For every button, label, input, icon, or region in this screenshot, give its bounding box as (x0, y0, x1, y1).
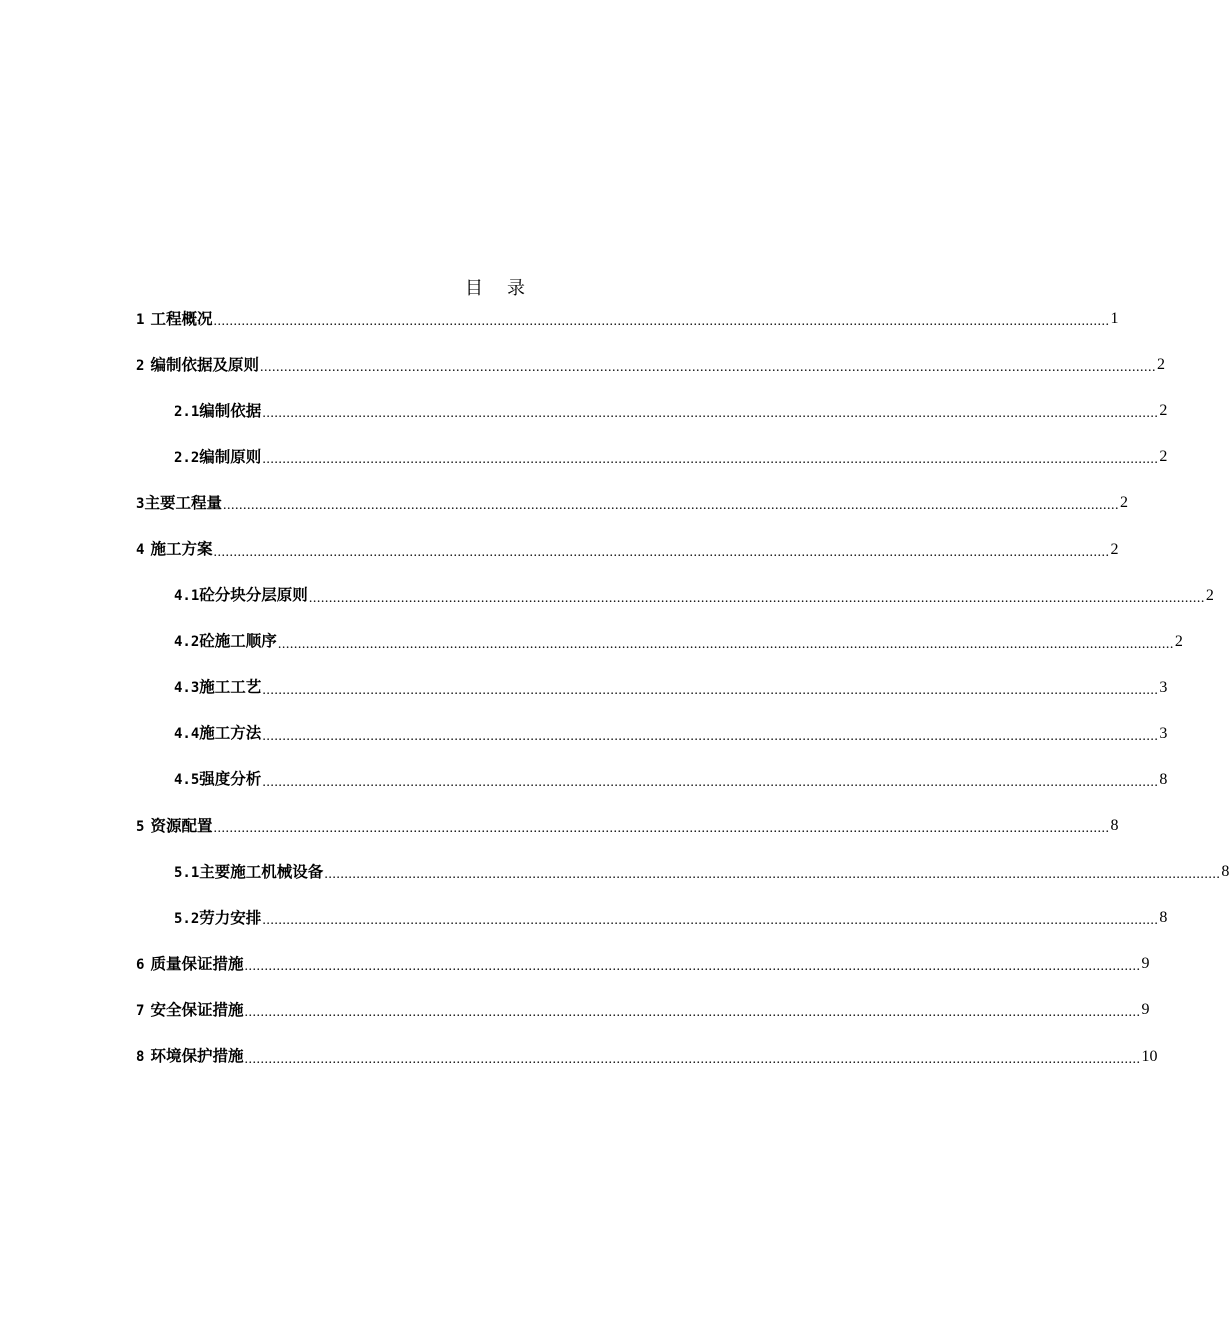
toc-entry-number: 8 (136, 1049, 145, 1066)
toc-entry-label (174, 723, 261, 744)
toc-dot-leader: ................................................................................................................................................................................................................................ (222, 498, 1119, 514)
toc-dot-leader: ................................................................................................................................................................................................................................ (277, 636, 1174, 652)
toc-dot-leader: ................................................................................................................................................................................................................................ (262, 913, 1159, 929)
toc-entry-number: 4.4 (174, 726, 200, 743)
toc-entry-number: 4.5 (174, 772, 200, 789)
toc-entry-label (136, 954, 243, 975)
toc-entry-number: 4.1 (174, 588, 200, 605)
toc-entry[interactable] (136, 849, 1229, 895)
toc-entry-text: 资源配置 (150, 816, 213, 835)
toc-page-number: 3 (1159, 678, 1168, 696)
toc-page-number: 3 (1159, 724, 1168, 742)
toc-page-number: 9 (1141, 1001, 1150, 1019)
toc-entry-text: 劳力安排 (199, 908, 262, 927)
toc-title-char-2: 录 (507, 278, 525, 299)
toc-entry[interactable] (136, 711, 1168, 757)
toc-entry[interactable] (136, 342, 1165, 388)
toc-entry-text: 施工工艺 (199, 678, 262, 697)
toc-entry-number: 4.3 (174, 680, 200, 697)
toc-entry-label (136, 309, 212, 330)
toc-dot-leader: ................................................................................................................................................................................................................................ (259, 360, 1156, 376)
toc-entry-text: 主要施工机械设备 (199, 862, 324, 881)
toc-page-number: 1 (1110, 310, 1119, 328)
toc-entry-text: 编制依据 (199, 401, 262, 420)
toc-entry-number: 5 (136, 818, 145, 835)
toc-entry-text: 编制原则 (199, 447, 262, 466)
toc-entry-number: 6 (136, 956, 145, 973)
toc-entry-label (174, 677, 261, 698)
toc-page-number: 10 (1141, 1047, 1158, 1065)
toc-page-number: 8 (1110, 817, 1119, 835)
toc-entry-text: 主要工程量 (144, 493, 222, 512)
toc-dot-leader: ................................................................................................................................................................................................................................ (308, 590, 1205, 606)
toc-entry-label (174, 447, 261, 468)
toc-dot-leader: ................................................................................................................................................................................................................................ (213, 314, 1110, 330)
toc-entry-text: 砼施工顺序 (199, 632, 277, 651)
toc-entry[interactable] (136, 987, 1150, 1033)
toc-entry[interactable] (136, 665, 1168, 711)
toc-entry-text: 砼分块分层原则 (199, 586, 308, 605)
toc-entry[interactable] (136, 526, 1119, 572)
toc-dot-leader: ................................................................................................................................................................................................................................ (262, 452, 1159, 468)
toc-entry[interactable] (136, 895, 1168, 941)
toc-entry[interactable] (136, 1034, 1158, 1080)
toc-page-number: 2 (1156, 356, 1165, 374)
toc-dot-leader: ................................................................................................................................................................................................................................ (213, 821, 1110, 837)
toc-entry-label (136, 1046, 243, 1067)
toc-entry[interactable] (136, 434, 1168, 480)
toc-entry-label (136, 816, 212, 837)
toc-entry-number: 5.2 (174, 910, 200, 927)
toc-page-number: 2 (1110, 540, 1119, 558)
toc-entry-number: 2.2 (174, 449, 200, 466)
toc-dot-leader: ................................................................................................................................................................................................................................ (213, 544, 1110, 560)
toc-entry-number: 3 (136, 495, 145, 512)
toc-entry[interactable] (136, 480, 1128, 526)
toc-entry-label (136, 355, 259, 376)
toc-entry-text: 编制依据及原则 (150, 355, 259, 374)
toc-page-number: 2 (1159, 402, 1168, 420)
toc-page-number: 8 (1159, 770, 1168, 788)
toc-page-number: 8 (1221, 863, 1229, 881)
toc-entry-number: 1 (136, 311, 145, 328)
toc-entry-number: 2.1 (174, 403, 200, 420)
toc-entry[interactable] (136, 619, 1183, 665)
toc-entry[interactable] (136, 941, 1150, 987)
toc-dot-leader: ................................................................................................................................................................................................................................ (262, 406, 1159, 422)
toc-entry-text: 强度分析 (199, 770, 262, 789)
toc-entry-number: 5.1 (174, 864, 200, 881)
toc-dot-leader: ................................................................................................................................................................................................................................ (244, 1051, 1141, 1067)
toc-entry-label (174, 631, 277, 652)
toc-dot-leader: ................................................................................................................................................................................................................................ (324, 867, 1221, 883)
toc-entry-text: 工程概况 (150, 309, 213, 328)
toc-entry-number: 7 (136, 1002, 145, 1019)
toc-page-number: 9 (1141, 955, 1150, 973)
toc-page-number: 2 (1205, 586, 1214, 604)
toc-page-number: 2 (1159, 448, 1168, 466)
toc-entry-text: 安全保证措施 (150, 1000, 244, 1019)
toc-entry-text: 施工方案 (150, 540, 213, 559)
toc-entry[interactable] (136, 573, 1214, 619)
toc-entry-label (174, 862, 323, 883)
toc-entry[interactable] (136, 803, 1119, 849)
toc-entry[interactable] (136, 388, 1168, 434)
toc-dot-leader: ................................................................................................................................................................................................................................ (262, 774, 1159, 790)
toc-page-number: 2 (1119, 494, 1128, 512)
toc-dot-leader: ................................................................................................................................................................................................................................ (262, 682, 1159, 698)
toc-entry-label (174, 908, 261, 929)
toc-dot-leader: ................................................................................................................................................................................................................................ (244, 1005, 1141, 1021)
toc-entry-label (136, 493, 222, 514)
toc-entry-text: 质量保证措施 (150, 954, 244, 973)
toc-entry-text: 施工方法 (199, 724, 262, 743)
toc-entry-text: 环境保护措施 (150, 1047, 244, 1066)
toc-page-number: 2 (1174, 632, 1183, 650)
toc-entry[interactable] (136, 757, 1168, 803)
toc-dot-leader: ................................................................................................................................................................................................................................ (262, 728, 1159, 744)
toc-entry-number: 4.2 (174, 634, 200, 651)
toc-dot-leader: ................................................................................................................................................................................................................................ (244, 959, 1141, 975)
toc-page-number: 8 (1159, 909, 1168, 927)
toc-entry-label (174, 401, 261, 422)
toc-entry-label (136, 539, 212, 560)
toc-entry-number: 2 (136, 357, 145, 374)
toc-entry-label (174, 769, 261, 790)
toc-entry[interactable] (136, 296, 1119, 342)
toc-entry-number: 4 (136, 542, 145, 559)
toc-entry-label (174, 585, 308, 606)
table-of-contents (136, 296, 1229, 1080)
toc-entry-label (136, 1000, 243, 1021)
toc-title-char-1: 目 (465, 278, 483, 299)
